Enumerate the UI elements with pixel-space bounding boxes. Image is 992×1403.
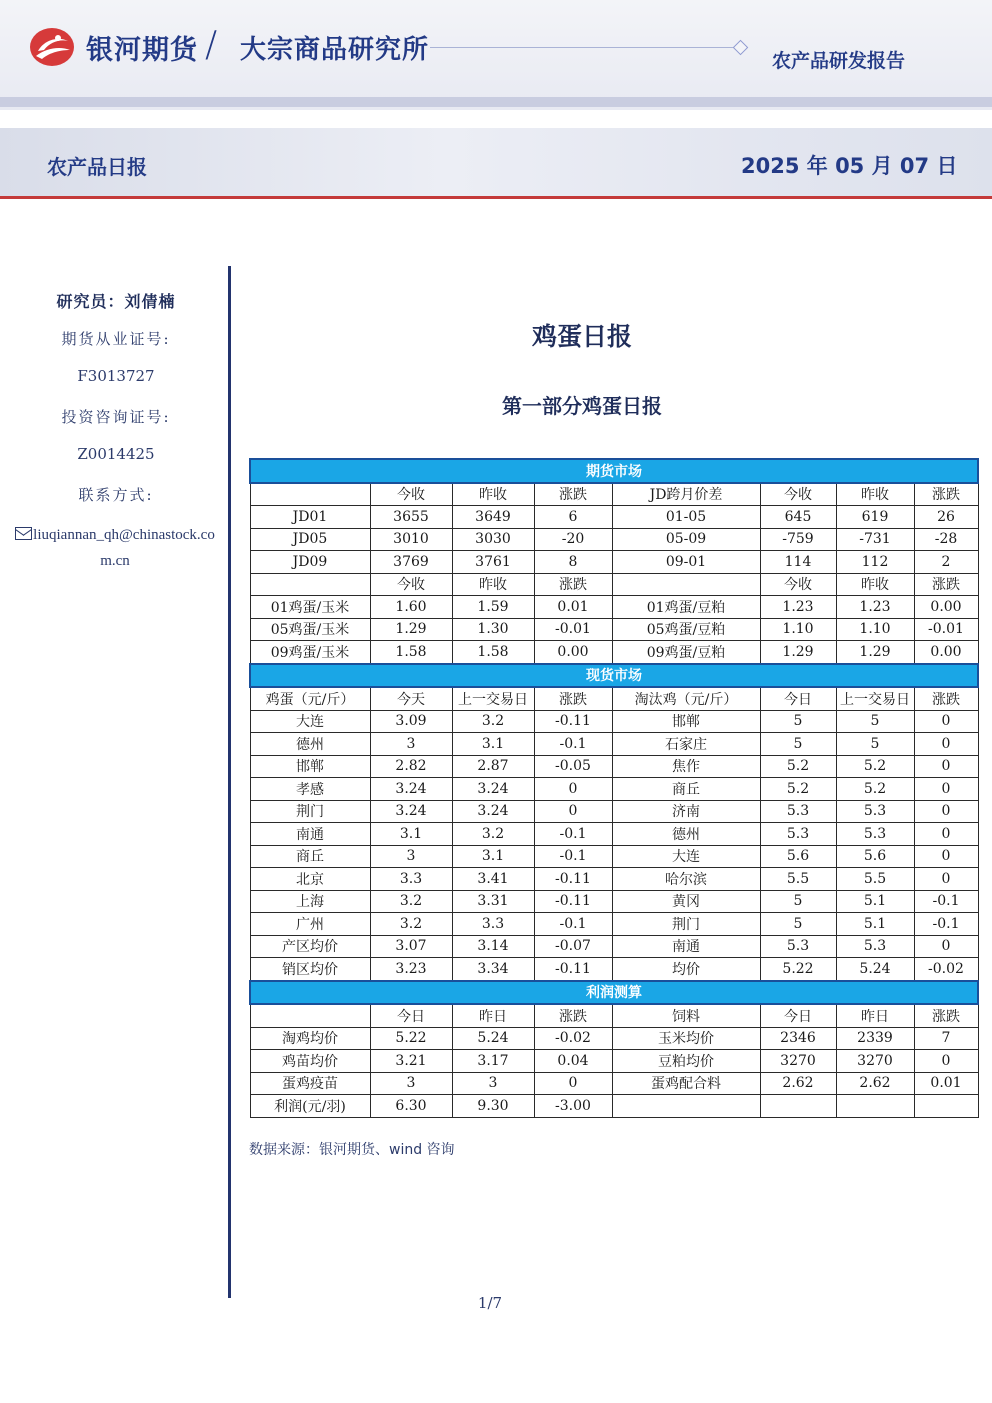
table-cell: 5 [760, 710, 836, 733]
table-cell: 2346 [760, 1027, 836, 1050]
table-cell: 3 [370, 845, 452, 868]
table-cell: 0 [534, 778, 612, 801]
futures-section-header-label: 期货市场 [250, 459, 978, 483]
table-row [250, 958, 978, 981]
table-cell: 3 [370, 733, 452, 756]
table-cell: 3.07 [370, 935, 452, 958]
table-row [250, 890, 978, 913]
table-cell: 5.2 [760, 778, 836, 801]
table-cell: 3.2 [370, 890, 452, 913]
table-cell: 涨跌 [914, 687, 978, 710]
table-cell: 5.5 [836, 868, 914, 891]
brand-name: 银河期货 [86, 35, 198, 66]
table-cell: 昨收 [836, 573, 914, 596]
table-cell: 5.1 [836, 913, 914, 936]
table-cell: -0.01 [914, 618, 978, 641]
table-cell: 3.1 [452, 733, 534, 756]
table-cell: 2.82 [370, 755, 452, 778]
table-cell: 5 [760, 890, 836, 913]
table-cell: -0.1 [534, 733, 612, 756]
table-cell: 3270 [836, 1050, 914, 1073]
table-cell: 大连 [612, 845, 760, 868]
table-cell: 玉米均价 [612, 1027, 760, 1050]
table-cell: JD09 [250, 551, 370, 574]
table-cell: 09鸡蛋/豆粕 [612, 641, 760, 664]
table-cell: 昨日 [452, 1004, 534, 1027]
contact-email[interactable] [10, 522, 220, 574]
report-date: 2025 年 05 月 07 日 [741, 154, 958, 178]
table-cell: 3649 [452, 506, 534, 529]
table-cell: 黄冈 [612, 890, 760, 913]
table-cell: 0.00 [534, 641, 612, 664]
table-cell: 1.10 [836, 618, 914, 641]
table-cell: 5.3 [760, 935, 836, 958]
table-cell: 2 [914, 551, 978, 574]
table-header-row [250, 483, 978, 506]
table-cell: 0 [914, 733, 978, 756]
report-title: 鸡蛋日报 [531, 322, 632, 351]
table-cell: 2339 [836, 1027, 914, 1050]
report-category: 农产品日报 [47, 155, 147, 179]
table-cell: 1.29 [370, 618, 452, 641]
table-cell: 今收 [760, 573, 836, 596]
table-cell: 01鸡蛋/豆粕 [612, 596, 760, 619]
table-cell [612, 1095, 760, 1118]
table-cell: 6 [534, 506, 612, 529]
table-cell: 上一交易日 [836, 687, 914, 710]
table-cell [250, 1004, 370, 1027]
table-cell: 3.1 [370, 823, 452, 846]
table-cell [612, 573, 760, 596]
table-cell: 鸡苗均价 [250, 1050, 370, 1073]
table-row [250, 551, 978, 574]
table-cell: 3010 [370, 528, 452, 551]
table-cell: 7 [914, 1027, 978, 1050]
table-row [250, 1050, 978, 1073]
table-cell: 3.23 [370, 958, 452, 981]
table-cell: 3.2 [452, 823, 534, 846]
table-row [250, 1095, 978, 1118]
table-cell [250, 483, 370, 506]
table-cell: 2.62 [760, 1072, 836, 1095]
table-cell: -0.1 [914, 890, 978, 913]
table-cell: 广州 [250, 913, 370, 936]
table-cell: 南通 [250, 823, 370, 846]
table-cell: -759 [760, 528, 836, 551]
table-cell: 0 [914, 800, 978, 823]
table-cell: 产区均价 [250, 935, 370, 958]
table-cell: 邯郸 [612, 710, 760, 733]
table-cell: 1.23 [760, 596, 836, 619]
table-cell: 5.1 [836, 890, 914, 913]
table-row [250, 506, 978, 529]
table-cell: 孝感 [250, 778, 370, 801]
table-cell: -0.11 [534, 868, 612, 891]
table-cell: 05鸡蛋/玉米 [250, 618, 370, 641]
table-cell: 3655 [370, 506, 452, 529]
table-cell: 淘汰鸡（元/斤） [612, 687, 760, 710]
table-cell: 3.21 [370, 1050, 452, 1073]
table-row [250, 596, 978, 619]
table-cell: 大连 [250, 710, 370, 733]
table-cell: 5 [760, 913, 836, 936]
subheader-red-rule [0, 196, 992, 199]
table-cell: 8 [534, 551, 612, 574]
table-row [250, 868, 978, 891]
table-cell: 1.30 [452, 618, 534, 641]
table-cell: 01鸡蛋/玉米 [250, 596, 370, 619]
table-cell: 0 [534, 1072, 612, 1095]
table-cell: 0 [914, 868, 978, 891]
table-cell: 蛋鸡疫苗 [250, 1072, 370, 1095]
table-cell: 0.04 [534, 1050, 612, 1073]
table-cell: -0.1 [534, 845, 612, 868]
table-cell: 昨日 [836, 1004, 914, 1027]
spot-section-header [250, 664, 978, 688]
institute-name: 大宗商品研究所 [240, 35, 430, 65]
table-cell: 5.3 [836, 935, 914, 958]
table-cell: 今日 [760, 1004, 836, 1027]
table-cell: 0.00 [914, 596, 978, 619]
table-cell: 0 [914, 778, 978, 801]
table-cell: 5.3 [760, 800, 836, 823]
table-row [250, 528, 978, 551]
table-cell: 荆门 [612, 913, 760, 936]
table-cell: -0.11 [534, 890, 612, 913]
table-row [250, 935, 978, 958]
table-cell: 哈尔滨 [612, 868, 760, 891]
table-cell: 今天 [370, 687, 452, 710]
table-cell: 619 [836, 506, 914, 529]
data-source: 数据来源：银河期货、wind 咨询 [249, 1142, 455, 1158]
table-row [250, 778, 978, 801]
table-cell: 3.3 [452, 913, 534, 936]
table-row [250, 823, 978, 846]
table-cell: 昨收 [452, 573, 534, 596]
table-cell: 3.41 [452, 868, 534, 891]
table-cell: 今日 [370, 1004, 452, 1027]
table-cell: 北京 [250, 868, 370, 891]
table-cell: 0 [914, 935, 978, 958]
mail-icon [15, 527, 32, 540]
consult-cert-number: Z0014425 [77, 445, 155, 463]
table-cell: 3.24 [370, 778, 452, 801]
table-row [250, 1072, 978, 1095]
table-cell: 1.58 [452, 641, 534, 664]
table-cell: 涨跌 [534, 687, 612, 710]
futures-cert-label: 期货从业证号: [61, 330, 171, 348]
table-row [250, 733, 978, 756]
table-cell: 3.2 [370, 913, 452, 936]
table-cell: 豆粕均价 [612, 1050, 760, 1073]
table-cell: 今收 [760, 483, 836, 506]
table-cell: 3.34 [452, 958, 534, 981]
table-cell: 销区均价 [250, 958, 370, 981]
galaxy-logo-icon [28, 26, 76, 68]
table-cell: 5.24 [836, 958, 914, 981]
table-cell: 德州 [612, 823, 760, 846]
table-cell: 3.24 [452, 800, 534, 823]
table-cell: -0.11 [534, 958, 612, 981]
table-cell: 3.14 [452, 935, 534, 958]
table-cell: 济南 [612, 800, 760, 823]
contact-label: 联系方式: [78, 486, 154, 504]
table-cell: 涨跌 [914, 573, 978, 596]
table-cell: 1.29 [836, 641, 914, 664]
table-cell: 5.3 [760, 823, 836, 846]
decorative-line [430, 47, 735, 48]
table-cell: -731 [836, 528, 914, 551]
table-cell: 5 [760, 733, 836, 756]
table-row [250, 913, 978, 936]
table-row [250, 710, 978, 733]
table-cell: 5.3 [836, 800, 914, 823]
table-cell [836, 1095, 914, 1118]
table-cell: 5 [836, 710, 914, 733]
table-cell: 3.24 [452, 778, 534, 801]
table-cell: -3.00 [534, 1095, 612, 1118]
table-cell: 0 [914, 1050, 978, 1073]
table-cell: 5 [836, 733, 914, 756]
section-title: 第一部分鸡蛋日报 [502, 394, 662, 418]
table-cell: 1.59 [452, 596, 534, 619]
table-row [250, 641, 978, 664]
profit-section-header-label: 利润测算 [250, 981, 978, 1005]
brand-slash: / [205, 24, 218, 65]
table-cell: 0 [914, 823, 978, 846]
page-number: 1/7 [477, 1294, 503, 1312]
table-cell: 9.30 [452, 1095, 534, 1118]
futures-section-header [250, 459, 978, 483]
table-cell [760, 1095, 836, 1118]
table-cell: -0.1 [534, 913, 612, 936]
table-cell: -20 [534, 528, 612, 551]
table-cell: 5.2 [836, 755, 914, 778]
table-row [250, 845, 978, 868]
table-cell: 3.17 [452, 1050, 534, 1073]
table-cell: 09鸡蛋/玉米 [250, 641, 370, 664]
table-cell: 3.2 [452, 710, 534, 733]
table-cell: 3030 [452, 528, 534, 551]
table-cell: 0.00 [914, 641, 978, 664]
egg-data-table [249, 458, 979, 1118]
table-cell: 0.01 [914, 1072, 978, 1095]
table-cell: 05-09 [612, 528, 760, 551]
table-cell: 5.2 [836, 778, 914, 801]
table-row [250, 618, 978, 641]
table-cell: JD01 [250, 506, 370, 529]
table-cell: -28 [914, 528, 978, 551]
table-row [250, 1027, 978, 1050]
table-cell: 5.5 [760, 868, 836, 891]
table-cell: 3.09 [370, 710, 452, 733]
table-cell: 饲料 [612, 1004, 760, 1027]
table-cell: -0.07 [534, 935, 612, 958]
table-cell: 5.24 [452, 1027, 534, 1050]
table-cell: 1.23 [836, 596, 914, 619]
table-cell: 商丘 [612, 778, 760, 801]
table-cell: 0.01 [534, 596, 612, 619]
researcher-name: 研究员：刘倩楠 [56, 292, 176, 311]
table-cell: 5.6 [760, 845, 836, 868]
table-cell: 今收 [370, 483, 452, 506]
email-address[interactable]: liuqiannan_qh@chinastock.com.cn [33, 527, 215, 569]
table-cell: 3761 [452, 551, 534, 574]
table-cell: 上一交易日 [452, 687, 534, 710]
table-cell: -0.1 [534, 823, 612, 846]
table-cell: 2.62 [836, 1072, 914, 1095]
table-cell: -0.02 [534, 1027, 612, 1050]
table-cell: 均价 [612, 958, 760, 981]
table-cell: 淘鸡均价 [250, 1027, 370, 1050]
table-cell: 商丘 [250, 845, 370, 868]
spot-section-header-label: 现货市场 [250, 664, 978, 688]
table-cell: 3.3 [370, 868, 452, 891]
table-cell: -0.01 [534, 618, 612, 641]
consult-cert-label: 投资咨询证号: [61, 408, 171, 426]
table-cell: -0.11 [534, 710, 612, 733]
table-cell: 5.3 [836, 823, 914, 846]
table-cell: 112 [836, 551, 914, 574]
table-cell: 昨收 [452, 483, 534, 506]
table-cell: 石家庄 [612, 733, 760, 756]
table-cell: 1.29 [760, 641, 836, 664]
table-cell: 645 [760, 506, 836, 529]
table-cell: 09-01 [612, 551, 760, 574]
table-cell: 5.6 [836, 845, 914, 868]
table-cell: 114 [760, 551, 836, 574]
table-cell: 邯郸 [250, 755, 370, 778]
table-row [250, 800, 978, 823]
table-cell: -0.1 [914, 913, 978, 936]
header-band [0, 97, 992, 107]
table-cell: -0.02 [914, 958, 978, 981]
table-cell: 利润(元/羽) [250, 1095, 370, 1118]
table-cell: 2.87 [452, 755, 534, 778]
table-row [250, 755, 978, 778]
table-cell: 涨跌 [534, 483, 612, 506]
table-cell: 3 [452, 1072, 534, 1095]
table-cell: 3.24 [370, 800, 452, 823]
table-cell: 5.22 [370, 1027, 452, 1050]
table-cell: 3270 [760, 1050, 836, 1073]
table-cell: 今收 [370, 573, 452, 596]
table-cell: 昨收 [836, 483, 914, 506]
table-cell: 05鸡蛋/豆粕 [612, 618, 760, 641]
table-header-row [250, 1004, 978, 1027]
table-cell: 蛋鸡配合料 [612, 1072, 760, 1095]
table-cell: 5.2 [760, 755, 836, 778]
table-cell: 3 [370, 1072, 452, 1095]
table-cell: 6.30 [370, 1095, 452, 1118]
table-cell: 今日 [760, 687, 836, 710]
table-cell: 涨跌 [914, 1004, 978, 1027]
table-cell: 3769 [370, 551, 452, 574]
table-cell: 0 [914, 710, 978, 733]
table-cell: 德州 [250, 733, 370, 756]
table-cell: 0 [914, 845, 978, 868]
table-cell: 南通 [612, 935, 760, 958]
table-header-row [250, 573, 978, 596]
table-cell: 荆门 [250, 800, 370, 823]
table-cell: -0.05 [534, 755, 612, 778]
table-cell: 涨跌 [534, 1004, 612, 1027]
table-cell: 3.1 [452, 845, 534, 868]
table-cell: 26 [914, 506, 978, 529]
table-cell: 3.31 [452, 890, 534, 913]
table-cell [250, 573, 370, 596]
table-cell: 0 [914, 755, 978, 778]
futures-cert-number: F3013727 [77, 367, 155, 385]
table-cell: 上海 [250, 890, 370, 913]
table-cell: JD05 [250, 528, 370, 551]
table-cell: 鸡蛋（元/斤） [250, 687, 370, 710]
report-type: 农产品研发报告 [772, 50, 906, 72]
table-cell: 01-05 [612, 506, 760, 529]
table-cell: 1.60 [370, 596, 452, 619]
table-cell: 涨跌 [914, 483, 978, 506]
table-cell: 5.22 [760, 958, 836, 981]
table-cell: 0 [534, 800, 612, 823]
table-header-row [250, 687, 978, 710]
profit-section-header [250, 981, 978, 1005]
table-cell: 1.10 [760, 618, 836, 641]
table-cell: 涨跌 [534, 573, 612, 596]
table-cell: JD跨月价差 [612, 483, 760, 506]
table-cell: 1.58 [370, 641, 452, 664]
table-cell: 焦作 [612, 755, 760, 778]
table-cell [914, 1095, 978, 1118]
